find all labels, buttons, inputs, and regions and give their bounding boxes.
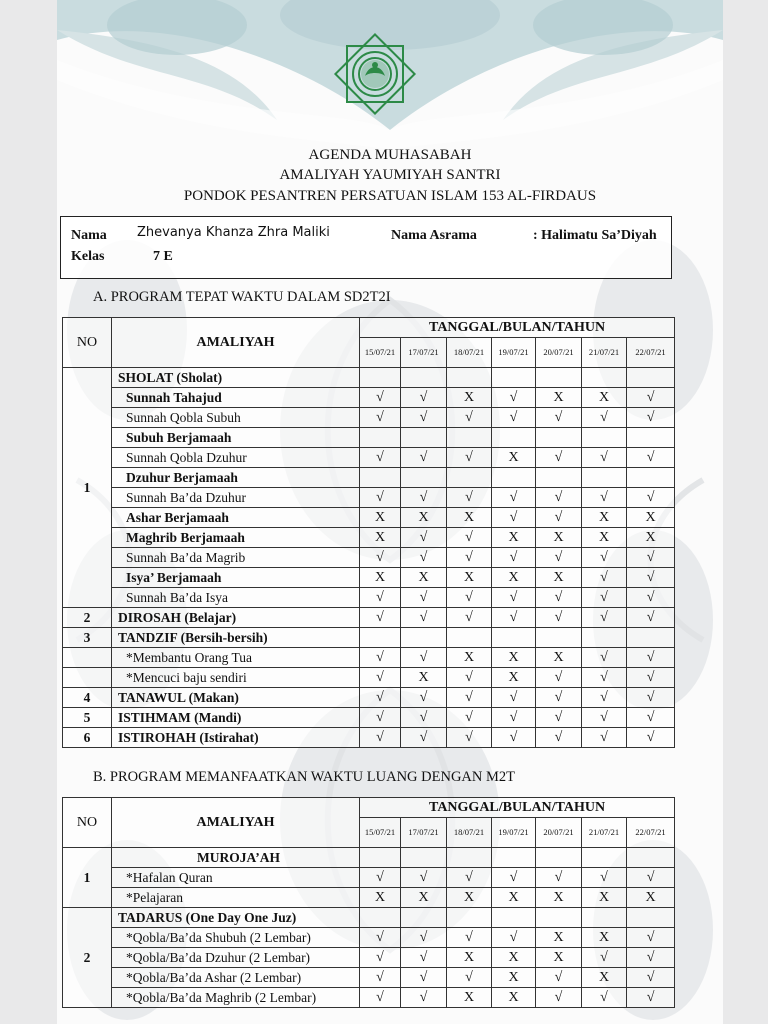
table-row (63, 668, 675, 688)
check-mark (401, 848, 447, 868)
check-mark: X (492, 968, 536, 988)
table-row (63, 528, 675, 548)
row-number: 6 (63, 728, 112, 748)
check-mark (536, 628, 582, 648)
amaliyah-label: Sunnah Qobla Subuh (112, 408, 360, 428)
check-mark: X (447, 988, 492, 1008)
table-row (63, 588, 675, 608)
check-mark: √ (447, 408, 492, 428)
check-mark: √ (447, 708, 492, 728)
check-mark: √ (582, 688, 627, 708)
title-line-1: AGENDA MUHASABAH (308, 147, 472, 163)
date-cell: 22/07/21 (627, 338, 675, 368)
section-b-title: B. PROGRAM MEMANFAATKAN WAKTU LUANG DENGAN M2T (93, 769, 515, 785)
check-mark: X (582, 968, 627, 988)
check-mark: X (447, 508, 492, 528)
check-mark: √ (582, 708, 627, 728)
check-mark: √ (536, 728, 582, 748)
check-mark (627, 428, 675, 448)
amaliyah-label: Sunnah Ba’da Isya (112, 588, 360, 608)
check-mark (492, 908, 536, 928)
check-mark: X (582, 928, 627, 948)
check-mark: X (447, 948, 492, 968)
check-mark: √ (627, 448, 675, 468)
check-mark: √ (536, 608, 582, 628)
check-mark (582, 468, 627, 488)
check-mark: √ (627, 648, 675, 668)
check-mark: √ (492, 708, 536, 728)
check-mark: √ (627, 728, 675, 748)
title-line-3: PONDOK PESANTREN PERSATUAN ISLAM 153 AL-FIRDAUS (183, 188, 597, 204)
check-mark: X (447, 888, 492, 908)
check-mark: √ (627, 928, 675, 948)
date-cell: 17/07/21 (401, 338, 447, 368)
check-mark: √ (582, 728, 627, 748)
table-row (63, 988, 675, 1008)
check-mark: √ (627, 488, 675, 508)
check-mark: X (536, 388, 582, 408)
check-mark: √ (360, 588, 401, 608)
table-row (63, 648, 675, 668)
table-row (63, 388, 675, 408)
check-mark: √ (447, 868, 492, 888)
check-mark: √ (536, 508, 582, 528)
table-row (63, 428, 675, 448)
check-mark: √ (447, 688, 492, 708)
check-mark: √ (627, 988, 675, 1008)
check-mark: √ (360, 388, 401, 408)
check-mark: √ (360, 448, 401, 468)
amaliyah-label: Dzuhur Berjamaah (112, 468, 360, 488)
check-mark: √ (627, 408, 675, 428)
check-mark: √ (360, 728, 401, 748)
check-mark: √ (401, 548, 447, 568)
date-cell: 21/07/21 (582, 818, 627, 848)
check-mark (536, 908, 582, 928)
amaliyah-label: Maghrib Berjamaah (112, 528, 360, 548)
check-mark: √ (360, 868, 401, 888)
no-header: NO (63, 318, 112, 368)
check-mark: √ (627, 588, 675, 608)
check-mark: √ (360, 708, 401, 728)
check-mark (447, 908, 492, 928)
date-cell: 18/07/21 (447, 338, 492, 368)
check-mark: √ (447, 588, 492, 608)
check-mark: √ (360, 488, 401, 508)
check-mark (360, 908, 401, 928)
amaliyah-label: *Membantu Orang Tua (112, 648, 360, 668)
amaliyah-label: ISTIHMAM (Mandi) (112, 708, 360, 728)
check-mark: X (401, 668, 447, 688)
check-mark: √ (401, 708, 447, 728)
check-mark (582, 628, 627, 648)
check-mark (447, 428, 492, 448)
check-mark (447, 848, 492, 868)
check-mark: √ (627, 608, 675, 628)
kelas-value: 7 E (153, 249, 173, 264)
check-mark: √ (492, 608, 536, 628)
date-cell: 21/07/21 (582, 338, 627, 368)
muhammadiyah-logo-icon (325, 24, 425, 124)
check-mark: √ (582, 588, 627, 608)
section-b-table (62, 797, 675, 1008)
date-cell: 15/07/21 (360, 338, 401, 368)
check-mark: X (582, 388, 627, 408)
check-mark (492, 628, 536, 648)
check-mark: X (536, 648, 582, 668)
section-b-table-body (63, 798, 675, 1008)
check-mark (360, 428, 401, 448)
check-mark (447, 368, 492, 388)
check-mark: √ (492, 508, 536, 528)
check-mark: √ (360, 648, 401, 668)
check-mark: X (360, 888, 401, 908)
check-mark: √ (492, 408, 536, 428)
date-cell: 19/07/21 (492, 818, 536, 848)
check-mark: √ (447, 488, 492, 508)
check-mark (447, 628, 492, 648)
date-cell: 20/07/21 (536, 338, 582, 368)
check-mark: √ (447, 968, 492, 988)
date-cell: 17/07/21 (401, 818, 447, 848)
check-mark: √ (627, 548, 675, 568)
check-mark: √ (492, 868, 536, 888)
check-mark: √ (401, 448, 447, 468)
check-mark: √ (582, 568, 627, 588)
amaliyah-label: Isya’ Berjamaah (112, 568, 360, 588)
check-mark: √ (582, 408, 627, 428)
check-mark (401, 368, 447, 388)
check-mark: X (360, 508, 401, 528)
check-mark: √ (536, 688, 582, 708)
amaliyah-label: TANDZIF (Bersih-bersih) (112, 628, 360, 648)
check-mark: √ (447, 608, 492, 628)
check-mark: √ (627, 708, 675, 728)
check-mark: √ (492, 388, 536, 408)
check-mark: √ (447, 728, 492, 748)
check-mark: √ (582, 648, 627, 668)
amaliyah-label: TANAWUL (Makan) (112, 688, 360, 708)
table-row (63, 908, 675, 928)
check-mark: √ (536, 868, 582, 888)
check-mark (627, 848, 675, 868)
check-mark: √ (627, 968, 675, 988)
amaliyah-header: AMALIYAH (112, 798, 360, 848)
check-mark: X (447, 388, 492, 408)
check-mark: √ (360, 948, 401, 968)
check-mark (536, 468, 582, 488)
check-mark: √ (582, 488, 627, 508)
check-mark (627, 368, 675, 388)
check-mark: √ (447, 448, 492, 468)
section-a-table (62, 317, 675, 748)
nama-label: Nama (71, 228, 107, 243)
table-row (63, 408, 675, 428)
check-mark: √ (492, 588, 536, 608)
check-mark: √ (492, 688, 536, 708)
amaliyah-header: AMALIYAH (112, 318, 360, 368)
check-mark: X (492, 948, 536, 968)
date-cell: 15/07/21 (360, 818, 401, 848)
table-row (63, 568, 675, 588)
table-row (63, 928, 675, 948)
kelas-label: Kelas (71, 249, 105, 264)
date-cell: 18/07/21 (447, 818, 492, 848)
check-mark: √ (401, 868, 447, 888)
check-mark: X (582, 888, 627, 908)
row-number: 4 (63, 688, 112, 708)
check-mark: √ (582, 548, 627, 568)
check-mark: √ (401, 928, 447, 948)
check-mark: X (536, 948, 582, 968)
table-row (63, 448, 675, 468)
check-mark (492, 848, 536, 868)
amaliyah-label: Subuh Berjamaah (112, 428, 360, 448)
section-a-table-body (63, 318, 675, 748)
check-mark: √ (401, 488, 447, 508)
check-mark: X (492, 888, 536, 908)
check-mark: X (492, 648, 536, 668)
amaliyah-label: *Qobla/Ba’da Dzuhur (2 Lembar) (112, 948, 360, 968)
check-mark: √ (360, 548, 401, 568)
check-mark: X (536, 888, 582, 908)
check-mark: √ (360, 968, 401, 988)
check-mark: √ (536, 448, 582, 468)
table-row (63, 468, 675, 488)
check-mark: √ (447, 928, 492, 948)
check-mark: √ (401, 608, 447, 628)
student-info-box (60, 216, 672, 279)
check-mark: X (401, 568, 447, 588)
table-row (63, 868, 675, 888)
check-mark: X (401, 888, 447, 908)
check-mark (582, 848, 627, 868)
check-mark: X (492, 988, 536, 1008)
amaliyah-label: ISTIROHAH (Istirahat) (112, 728, 360, 748)
table-row (63, 488, 675, 508)
check-mark (536, 368, 582, 388)
check-mark: √ (627, 568, 675, 588)
check-mark: √ (582, 868, 627, 888)
table-row (63, 688, 675, 708)
check-mark: √ (492, 488, 536, 508)
check-mark (492, 468, 536, 488)
check-mark: √ (360, 668, 401, 688)
check-mark: √ (360, 608, 401, 628)
check-mark: √ (582, 448, 627, 468)
check-mark: X (536, 528, 582, 548)
check-mark (582, 368, 627, 388)
check-mark: √ (401, 948, 447, 968)
check-mark: √ (447, 548, 492, 568)
check-mark: √ (627, 388, 675, 408)
check-mark: √ (492, 728, 536, 748)
check-mark (627, 908, 675, 928)
check-mark: √ (627, 948, 675, 968)
table-row (63, 888, 675, 908)
amaliyah-label: *Pelajaran (112, 888, 360, 908)
check-mark: √ (360, 408, 401, 428)
table-row (63, 608, 675, 628)
row-number (63, 648, 112, 668)
amaliyah-label: Sunnah Tahajud (112, 388, 360, 408)
date-header: TANGGAL/BULAN/TAHUN (360, 798, 675, 818)
check-mark: X (536, 928, 582, 948)
table-row (63, 368, 675, 388)
check-mark: X (492, 568, 536, 588)
amaliyah-label: Sunnah Qobla Dzuhur (112, 448, 360, 468)
check-mark (582, 908, 627, 928)
check-mark: √ (492, 548, 536, 568)
check-mark (401, 428, 447, 448)
check-mark: X (627, 508, 675, 528)
table-row (63, 848, 675, 868)
check-mark: √ (582, 988, 627, 1008)
check-mark (360, 848, 401, 868)
check-mark: X (492, 528, 536, 548)
check-mark: √ (401, 728, 447, 748)
row-number: 2 (63, 908, 112, 1008)
table-row (63, 548, 675, 568)
check-mark: √ (582, 948, 627, 968)
check-mark: √ (627, 688, 675, 708)
asrama-value: : Halimatu Sa’Diyah (533, 228, 657, 243)
amaliyah-label: Ashar Berjamaah (112, 508, 360, 528)
date-header: TANGGAL/BULAN/TAHUN (360, 318, 675, 338)
check-mark: X (447, 648, 492, 668)
check-mark (492, 368, 536, 388)
check-mark: X (627, 888, 675, 908)
table-row (63, 708, 675, 728)
check-mark (360, 368, 401, 388)
check-mark: √ (401, 688, 447, 708)
check-mark: √ (536, 408, 582, 428)
check-mark: √ (536, 668, 582, 688)
check-mark (401, 468, 447, 488)
check-mark: X (360, 568, 401, 588)
check-mark: √ (401, 988, 447, 1008)
check-mark: √ (401, 388, 447, 408)
header-row (63, 318, 675, 338)
check-mark: √ (627, 868, 675, 888)
check-mark: √ (582, 668, 627, 688)
check-mark: X (492, 668, 536, 688)
check-mark: √ (492, 928, 536, 948)
check-mark: X (582, 508, 627, 528)
amaliyah-label: *Qobla/Ba’da Shubuh (2 Lembar) (112, 928, 360, 948)
check-mark (360, 628, 401, 648)
check-mark: √ (360, 988, 401, 1008)
check-mark (492, 428, 536, 448)
amaliyah-label: TADARUS (One Day One Juz) (112, 908, 360, 928)
check-mark: √ (360, 688, 401, 708)
check-mark: X (627, 528, 675, 548)
section-a-title: A. PROGRAM TEPAT WAKTU DALAM SD2T2I (93, 289, 391, 305)
amaliyah-label: *Hafalan Quran (112, 868, 360, 888)
check-mark (447, 468, 492, 488)
date-cell: 20/07/21 (536, 818, 582, 848)
check-mark: X (360, 528, 401, 548)
no-header: NO (63, 798, 112, 848)
table-row (63, 968, 675, 988)
check-mark (627, 628, 675, 648)
table-row (63, 728, 675, 748)
check-mark: √ (536, 968, 582, 988)
check-mark (401, 908, 447, 928)
amaliyah-label: *Mencuci baju sendiri (112, 668, 360, 688)
check-mark (536, 848, 582, 868)
table-row (63, 948, 675, 968)
check-mark: √ (360, 928, 401, 948)
check-mark (582, 428, 627, 448)
nama-value: Zhevanya Khanza Zhra Maliki (137, 225, 330, 240)
check-mark: √ (401, 408, 447, 428)
row-number: 1 (63, 848, 112, 908)
asrama-label: Nama Asrama (391, 228, 477, 243)
row-number: 2 (63, 608, 112, 628)
check-mark: X (447, 568, 492, 588)
amaliyah-label: SHOLAT (Sholat) (112, 368, 360, 388)
row-number: 3 (63, 628, 112, 648)
check-mark: X (492, 448, 536, 468)
table-row (63, 508, 675, 528)
check-mark (401, 628, 447, 648)
check-mark: √ (536, 588, 582, 608)
check-mark: √ (401, 528, 447, 548)
table-row (63, 628, 675, 648)
check-mark: √ (447, 668, 492, 688)
date-cell: 19/07/21 (492, 338, 536, 368)
check-mark: √ (401, 968, 447, 988)
row-number: 1 (63, 368, 112, 608)
check-mark: X (582, 528, 627, 548)
check-mark: √ (536, 708, 582, 728)
amaliyah-label: *Qobla/Ba’da Ashar (2 Lembar) (112, 968, 360, 988)
row-number (63, 668, 112, 688)
check-mark: X (401, 508, 447, 528)
check-mark: √ (401, 648, 447, 668)
check-mark: √ (582, 608, 627, 628)
amaliyah-label: MUROJA’AH (112, 848, 360, 868)
header-row (63, 798, 675, 818)
amaliyah-label: *Qobla/Ba’da Maghrib (2 Lembar) (112, 988, 360, 1008)
check-mark: √ (536, 548, 582, 568)
check-mark (360, 468, 401, 488)
check-mark: X (536, 568, 582, 588)
title-line-2: AMALIYAH YAUMIYAH SANTRI (279, 167, 501, 183)
check-mark: √ (401, 588, 447, 608)
check-mark: √ (627, 668, 675, 688)
amaliyah-label: DIROSAH (Belajar) (112, 608, 360, 628)
check-mark: √ (536, 488, 582, 508)
check-mark (627, 468, 675, 488)
check-mark: √ (447, 528, 492, 548)
date-cell: 22/07/21 (627, 818, 675, 848)
amaliyah-label: Sunnah Ba’da Magrib (112, 548, 360, 568)
check-mark: √ (536, 988, 582, 1008)
amaliyah-label: Sunnah Ba’da Dzuhur (112, 488, 360, 508)
check-mark (536, 428, 582, 448)
row-number: 5 (63, 708, 112, 728)
